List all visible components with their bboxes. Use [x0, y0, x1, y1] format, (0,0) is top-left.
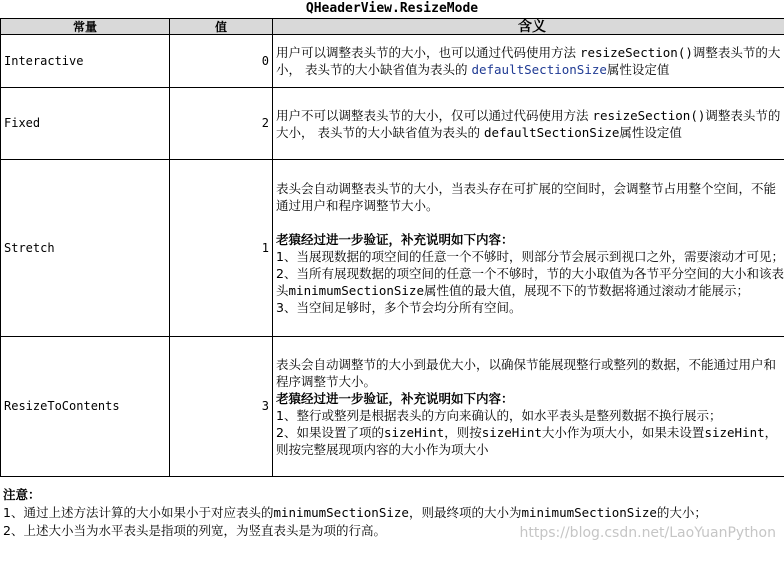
- desc-heading: 老猿经过进一步验证，补充说明如下内容：: [276, 390, 514, 406]
- desc-text: 大小作为项大小，如果未设置: [541, 424, 705, 440]
- note-code: minimumSectionSize: [273, 505, 409, 520]
- desc-code: defaultSectionSize: [471, 62, 607, 77]
- row-desc: [273, 35, 784, 88]
- desc-item: 3、当空间足够时，多个节会均分所有空间。: [276, 300, 522, 315]
- note-code: minimumSectionSize: [521, 505, 657, 520]
- row-value: 1: [170, 160, 273, 337]
- row-desc: [273, 88, 784, 160]
- desc-code: sizeHint: [481, 424, 542, 440]
- desc-code: sizeHint: [704, 424, 765, 440]
- desc-text: 用户不可以调整表头节的大小，仅可以通过代码使用方法: [276, 107, 593, 123]
- desc-heading: 老猿经过进一步验证，补充说明如下内容：: [276, 232, 514, 247]
- notes-heading: 注意：: [3, 487, 41, 502]
- desc-code: minimumSectionSize: [288, 283, 424, 298]
- desc-text: ，则按: [444, 424, 482, 440]
- spacer: [276, 214, 784, 231]
- desc-text: 属性值的最大值，展现不下的节数据将通过滚动才能展示；: [423, 283, 749, 298]
- row-desc: [273, 337, 784, 477]
- desc-text: 2、当所有展现数据的项空间的任意一个不够时，节的大小取值为各节平分空间的大小和该表头: [276, 266, 784, 298]
- note-text: ，则最终项的大小为: [408, 505, 522, 520]
- note-text: 1、通过上述方法计算的大小如果小于对应表头的: [3, 505, 274, 520]
- note-line: [3, 504, 781, 522]
- desc-item: [276, 424, 784, 458]
- table-row: [1, 35, 784, 88]
- desc-item: [276, 265, 784, 299]
- table-title: QHeaderView.ResizeMode: [305, 1, 479, 16]
- header-meaning: 含义: [273, 19, 784, 35]
- desc-item: 1、当展现数据的项空间的任意一个不够时，则部分节会展示到视口之外，需要滚动才可见；: [276, 249, 784, 264]
- watermark: https://blog.csdn.net/LaoYuanPython: [519, 525, 776, 541]
- row-value: 3: [170, 337, 273, 477]
- desc-code: resizeSection(): [592, 107, 706, 123]
- desc-code: resizeSection(): [579, 45, 693, 60]
- note-line: 2、上述大小当为水平表头是指项的列宽，为竖直表头是为项的行高。: [3, 523, 386, 538]
- desc-paragraph: 表头会自动调整节的大小到最优大小，以确保节能展现整行或整列的数据，不能通过用户和程序调整节大小。: [276, 356, 777, 389]
- row-name: Stretch: [1, 160, 170, 337]
- desc-text: 调整表头节的大小， 表头节的大小缺省值为表头的: [276, 45, 781, 77]
- row-name: Interactive: [1, 35, 170, 88]
- desc-text: ，则按完整展现项内容的大小作为项大小: [276, 424, 778, 457]
- desc-text: 属性设定值: [606, 62, 670, 77]
- row-value: 2: [170, 88, 273, 160]
- header-constant: 常量: [1, 19, 170, 35]
- desc-text: 调整表头节的大小， 表头节的大小缺省值为表头的: [276, 107, 781, 140]
- desc-text: 属性设定值: [619, 124, 682, 140]
- desc-paragraph: 表头会自动调整表头节的大小，当表头存在可扩展的空间时，会调整节占用整个空间，不能通过用户和程序调整节大小。: [276, 181, 777, 213]
- row-name: ResizeToContents: [1, 337, 170, 477]
- desc-code: sizeHint: [383, 424, 445, 440]
- row-desc: [273, 160, 784, 337]
- desc-text: 用户可以调整表头节的大小，也可以通过代码使用方法: [276, 45, 580, 60]
- desc-item: 1、整行或整列是根据表头的方向来确认的，如水平表头是整列数据不换行展示；: [276, 407, 722, 423]
- note-text: 的大小；: [656, 505, 707, 520]
- table-row: [1, 88, 784, 160]
- table-header-row: [1, 19, 784, 35]
- table-row: [1, 160, 784, 337]
- header-value: 值: [170, 19, 273, 35]
- desc-text: 2、如果设置了项的: [276, 424, 384, 440]
- row-value: 0: [170, 35, 273, 88]
- desc-code: defaultSectionSize: [483, 124, 620, 140]
- row-name: Fixed: [1, 88, 170, 160]
- table-row: [1, 337, 784, 477]
- resize-mode-table: [0, 18, 784, 477]
